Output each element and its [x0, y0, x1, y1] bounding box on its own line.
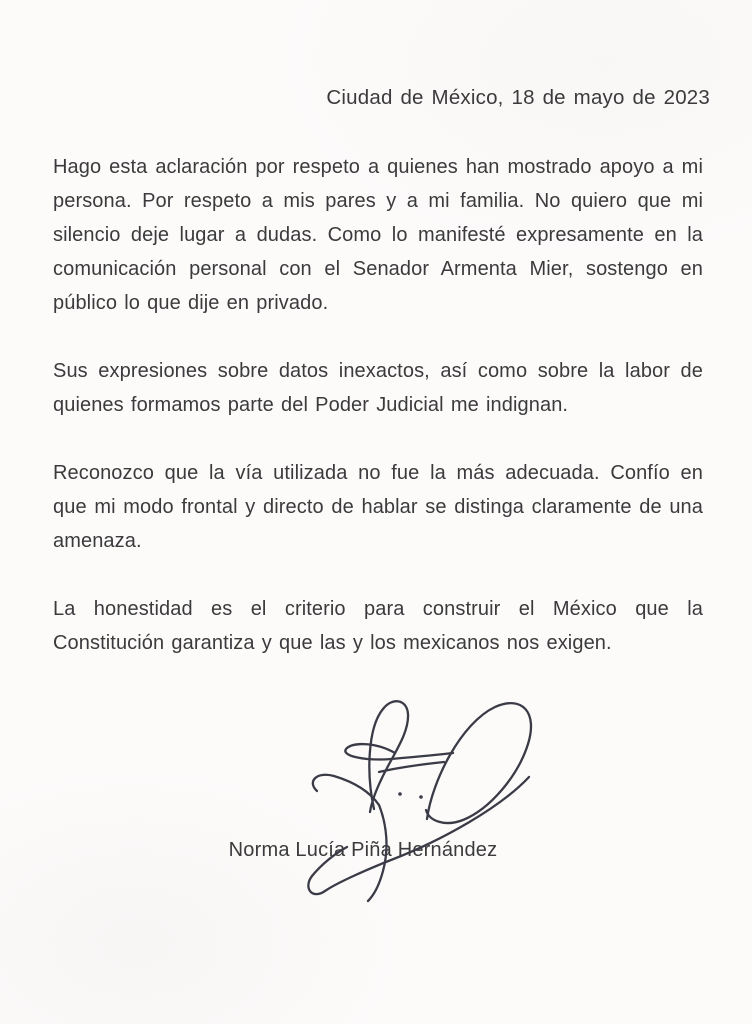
paragraph-1: Hago esta aclaración por respeto a quienes han mostrado apoyo a mi persona. Por respeto a mis pares y a mi familia. No quiero que mi silencio deje lugar a dudas. Como lo manifesté expresamente en la comunicación personal con el Senador Armenta Mier, sostengo en público lo que dije en privado. — [53, 156, 703, 314]
dateline: Ciudad de México, 18 de mayo de 2023 — [326, 86, 710, 109]
handwritten-signature-icon — [281, 677, 566, 907]
paragraph-2: Sus expresiones sobre datos inexactos, así como sobre la labor de quienes formamos parte del Poder Judicial me indignan. — [53, 360, 703, 416]
paragraph-4: La honestidad es el criterio para construir el México que la Constitución garantiza y que las y los mexicanos nos exigen. — [53, 598, 703, 654]
paragraph-3: Reconozco que la vía utilizada no fue la más adecuada. Confío en que mi modo frontal y directo de hablar se distinga claramente de una amenaza. — [53, 462, 703, 552]
letter-body — [53, 150, 703, 694]
signatory-name: Norma Lucía Piña Hernández — [228, 839, 498, 861]
